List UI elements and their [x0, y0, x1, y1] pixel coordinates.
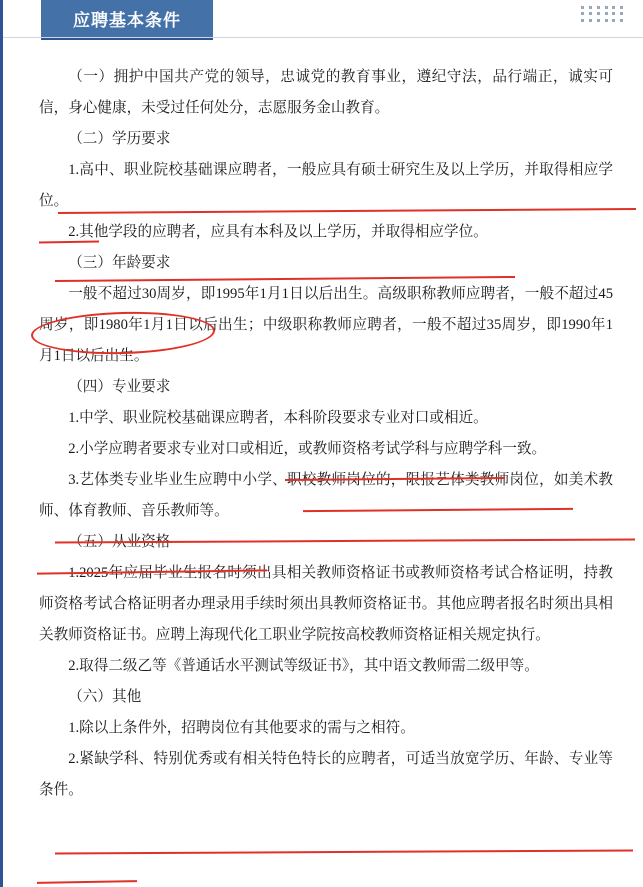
header-divider	[3, 37, 643, 38]
section-title-tab: 应聘基本条件	[41, 0, 213, 37]
paragraph-other-2: 2.紧缺学科、特别优秀或有相关特色特长的应聘者，可适当放宽学历、年龄、专业等条件。	[39, 751, 613, 798]
paragraph-education-2: 2.其他学段的应聘者，应具有本科及以上学历，并取得相应学位。	[68, 224, 488, 240]
paragraph-education-1: 1.高中、职业院校基础课应聘者，一般应具有硕士研究生及以上学历，并取得相应学位。	[39, 162, 613, 209]
document-body	[3, 38, 643, 806]
paragraph-clause-3-heading: （三）年龄要求	[68, 255, 171, 271]
paragraph-clause-2-heading: （二）学历要求	[68, 131, 171, 147]
paragraph-major-1: 1.中学、职业院校基础课应聘者，本科阶段要求专业对口或相近。	[68, 410, 488, 426]
document-header	[3, 0, 643, 38]
grip-dots-icon	[581, 6, 627, 24]
paragraph-qualification-1: 1.2025年应届毕业生报名时须出具相关教师资格证书或教师资格考试合格证明，持教师资格考试合格证明者办理录用手续时须出具教师资格证书。其他应聘者报名时须出具相关教师资格证书。应聘上海现代化工职业学院按高校教师资格证相关规定执行。	[39, 565, 613, 643]
underline-other-2b	[37, 880, 137, 884]
paragraph-qualification-2: 2.取得二级乙等《普通话水平测试等级证书》，其中语文教师需二级甲等。	[68, 658, 539, 674]
paragraph-major-3: 3.艺体类专业毕业生应聘中小学、职校教师岗位的，限报艺体类教师岗位，如美术教师、体育教师、音乐教师等。	[39, 472, 613, 519]
underline-other-2a	[55, 849, 633, 854]
paragraph-other-1: 1.除以上条件外，招聘岗位有其他要求的需与之相符。	[68, 720, 415, 736]
paragraph-clause-5-heading: （五）从业资格	[68, 534, 171, 550]
paragraph-major-2: 2.小学应聘者要求专业对口或相近，或教师资格考试学科与应聘学科一致。	[68, 441, 547, 457]
paragraph-clause-4-heading: （四）专业要求	[68, 379, 171, 395]
paragraph-clause-6-heading: （六）其他	[68, 689, 142, 705]
paragraph-clause-1: （一）拥护中国共产党的领导，忠诚党的教育事业，遵纪守法，品行端正，诚实可信，身心健康，未受过任何处分，志愿服务金山教育。	[39, 69, 613, 116]
paragraph-age: 一般不超过30周岁，即1995年1月1日以后出生。高级职称教师应聘者，一般不超过45周岁，即1980年1月1日以后出生；中级职称教师应聘者，一般不超过35周岁，即1990年1月1日以后出生。	[39, 286, 613, 364]
